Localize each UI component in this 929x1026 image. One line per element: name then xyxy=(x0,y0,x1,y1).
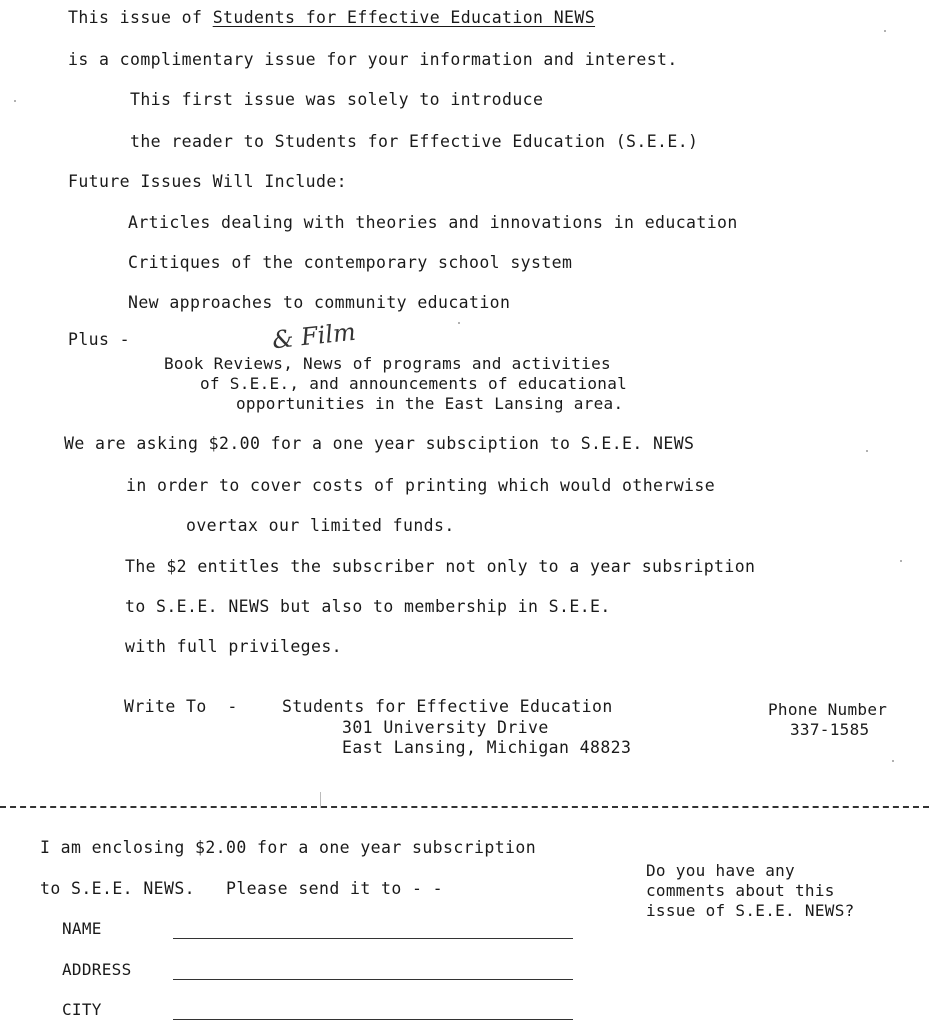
scan-speck xyxy=(14,100,16,102)
intro-line-2: is a complimentary issue for your information and interest. xyxy=(68,50,678,69)
plus-line: opportunities in the East Lansing area. xyxy=(236,394,624,413)
plus-line: Book Reviews, News of programs and activities xyxy=(164,354,611,373)
future-item: New approaches to community education xyxy=(128,293,511,312)
handwritten-note: & Film xyxy=(270,317,357,355)
city-label: CITY xyxy=(62,1000,102,1019)
plus-label: Plus - xyxy=(68,330,131,349)
intro-line-1 xyxy=(68,8,595,28)
subscription-line: with full privileges. xyxy=(125,637,343,656)
intro-prefix: This issue of xyxy=(68,8,213,27)
scan-speck xyxy=(892,760,894,762)
contact-city: East Lansing, Michigan 48823 xyxy=(342,738,632,757)
name-field-line[interactable] xyxy=(173,938,573,939)
city-field-line[interactable] xyxy=(173,1019,573,1020)
scan-mark xyxy=(320,792,321,808)
future-heading: Future Issues Will Include: xyxy=(68,172,348,191)
address-label: ADDRESS xyxy=(62,960,132,979)
phone-number: 337-1585 xyxy=(790,720,870,739)
newsletter-title: Students for Effective Education NEWS xyxy=(212,8,596,27)
scan-speck xyxy=(884,30,886,32)
form-line-2: to S.E.E. NEWS. Please send it to - - xyxy=(40,879,444,898)
subscription-line: The $2 entitles the subscriber not only to a year subsription xyxy=(125,557,756,576)
phone-label: Phone Number xyxy=(768,700,888,719)
subscription-line: overtax our limited funds. xyxy=(186,516,455,535)
scan-speck xyxy=(866,450,868,452)
comments-line: Do you have any xyxy=(646,861,795,880)
subscription-line: in order to cover costs of printing which would otherwise xyxy=(126,476,716,495)
name-label: NAME xyxy=(62,919,102,938)
subscription-line: to S.E.E. NEWS but also to membership in S.E.E. xyxy=(125,597,611,616)
future-item: Critiques of the contemporary school system xyxy=(128,253,573,272)
contact-org: Students for Effective Education xyxy=(282,697,613,716)
cut-line xyxy=(0,806,929,808)
scan-speck xyxy=(458,322,460,324)
contact-street: 301 University Drive xyxy=(342,718,549,737)
comments-line: issue of S.E.E. NEWS? xyxy=(646,901,855,920)
comments-line: comments about this xyxy=(646,881,835,900)
scan-speck xyxy=(900,560,902,562)
intro-line-4: the reader to Students for Effective Education (S.E.E.) xyxy=(130,132,699,151)
plus-line: of S.E.E., and announcements of educational xyxy=(200,374,628,393)
future-item: Articles dealing with theories and innovations in education xyxy=(128,213,738,232)
form-line-1: I am enclosing $2.00 for a one year subscription xyxy=(40,838,537,857)
address-field-line[interactable] xyxy=(173,979,573,980)
intro-line-3: This first issue was solely to introduce xyxy=(130,90,544,109)
write-to-label: Write To - xyxy=(124,697,238,716)
subscription-line: We are asking $2.00 for a one year subsciption to S.E.E. NEWS xyxy=(64,434,695,453)
